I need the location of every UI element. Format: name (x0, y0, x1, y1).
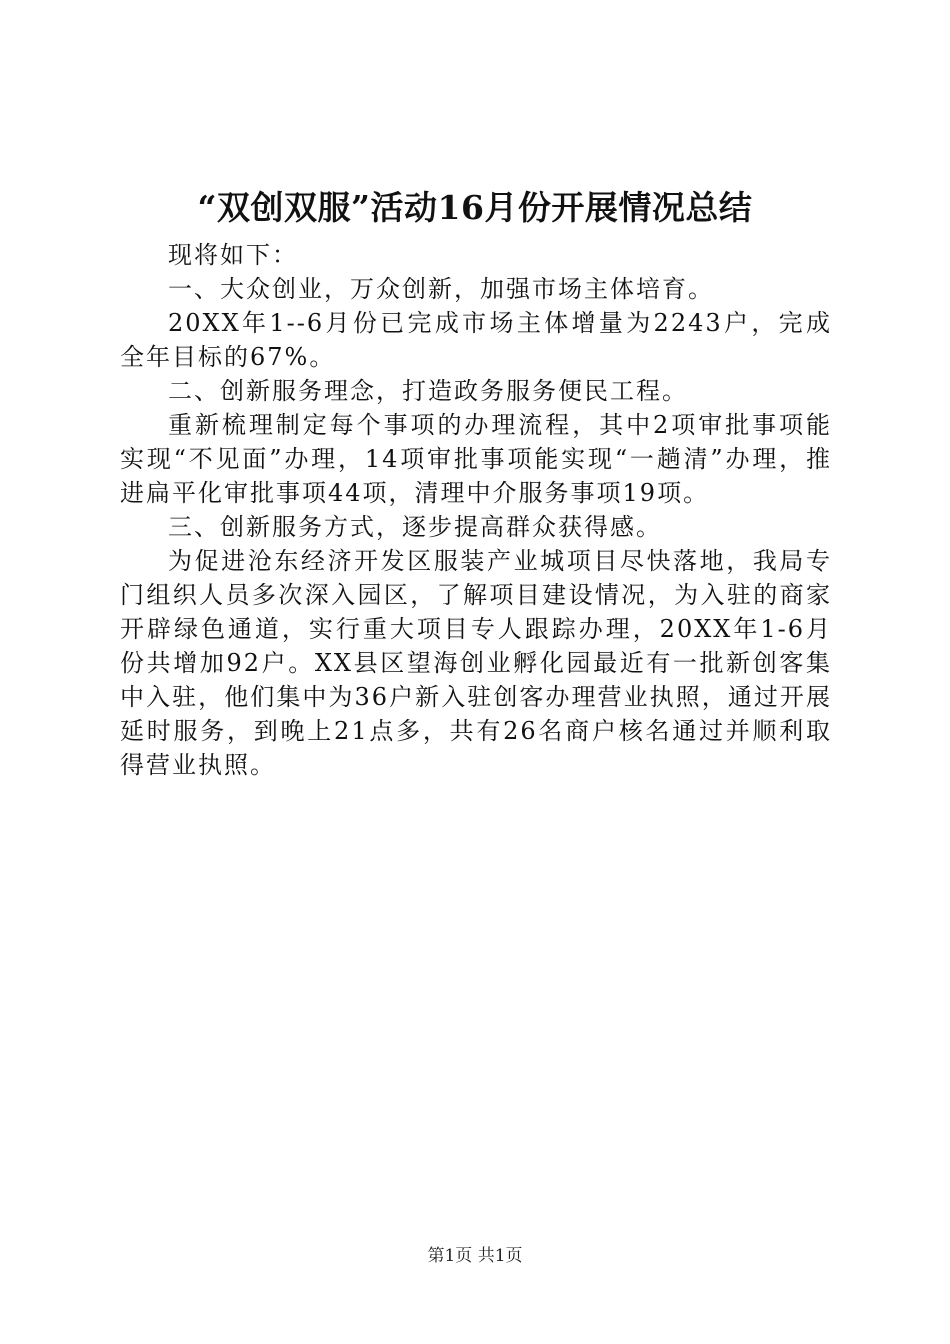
heading-section-3: 三、创新服务方式，逐步提高群众获得感。 (168, 513, 662, 541)
paragraph-section-3: 为促进沧东经济开发区服装产业城项目尽快落地，我局专门组织人员多次深入园区，了解项目建设情况，为入驻的商家开辟绿色通道，实行重大项目专人跟踪办理，20XX年1-6月份共增加92户。XX县区望海创业孵化园最近有一批新创客集中入驻，他们集中为36户新入驻创客办理营业执照，通过开展延时服务，到晚上21点多，共有26名商户核名通过并顺利取得营业执照。 (120, 547, 832, 779)
heading-section-2: 二、创新服务理念，打造政务服务便民工程。 (168, 377, 688, 405)
document-title: “双创双服”活动16月份开展情况总结 (197, 188, 753, 227)
page-footer: 第1页 共1页 (427, 1246, 523, 1266)
paragraph-section-1: 20XX年1--6月份已完成市场主体增量为2243户，完成全年目标的67%。 (120, 309, 832, 371)
document-body (120, 238, 832, 782)
paragraph-intro: 现将如下： (168, 241, 298, 269)
heading-section-1: 一、大众创业，万众创新，加强市场主体培育。 (168, 275, 714, 303)
paragraph-section-2: 重新梳理制定每个事项的办理流程，其中2项审批事项能实现“不见面”办理，14项审批事项能实现“一趟清”办理，推进扁平化审批事项44项，清理中介服务事项19项。 (120, 411, 832, 507)
